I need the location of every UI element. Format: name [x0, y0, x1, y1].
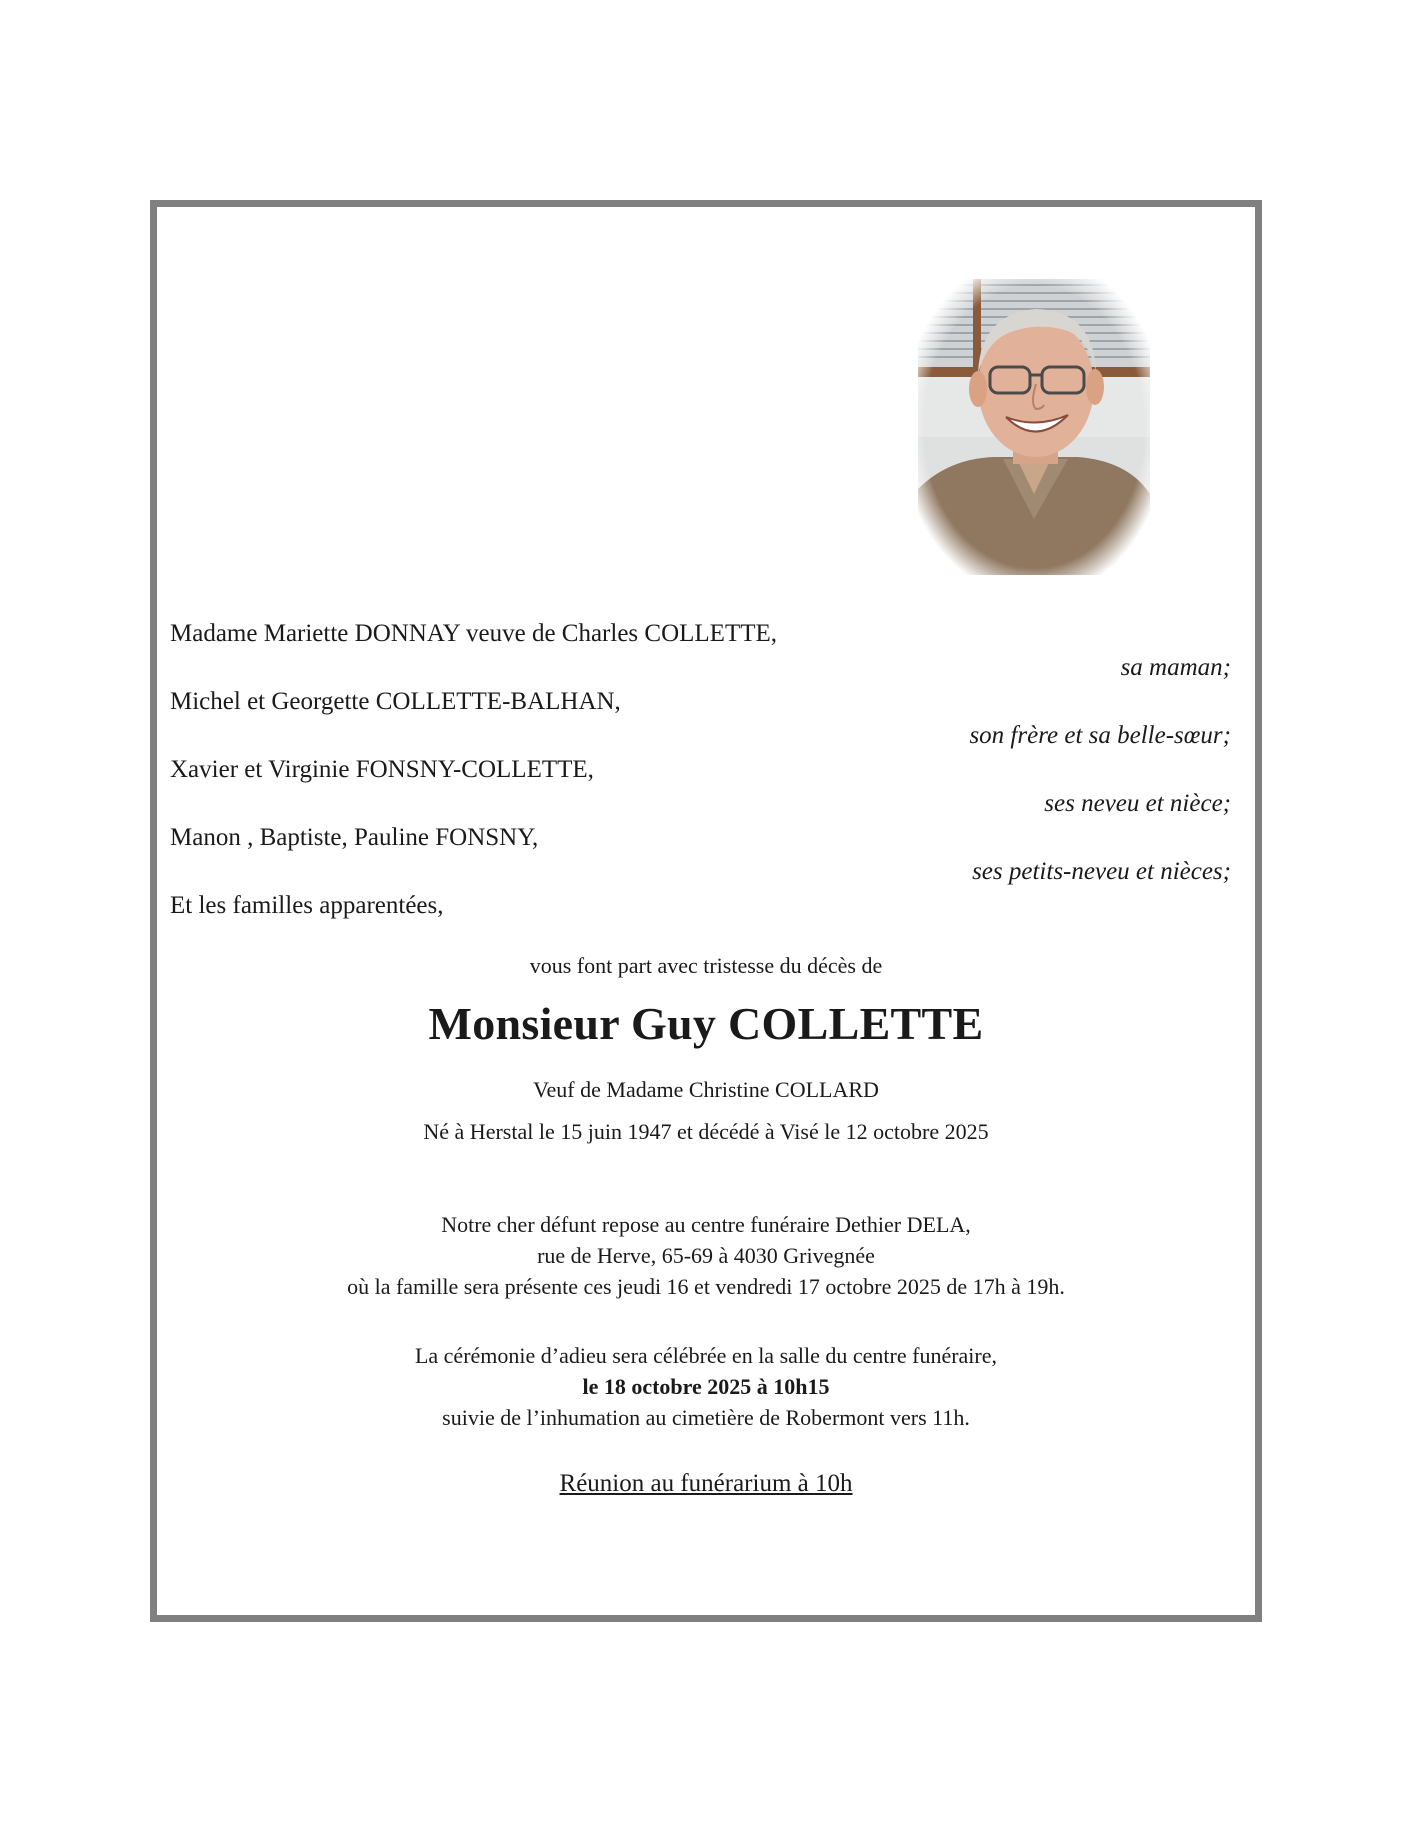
repose-block: [157, 1209, 1255, 1302]
widow-line: Veuf de Madame Christine COLLARD: [533, 1077, 879, 1102]
family-member-name: Michel et Georgette COLLETTE-BALHAN,: [170, 688, 621, 715]
announcement-frame: [150, 200, 1262, 1622]
family-relation: son frère et sa belle-sœur;: [969, 722, 1231, 749]
birth-death-line: Né à Herstal le 15 juin 1947 et décédé à Visé le 12 octobre 2025: [423, 1119, 989, 1144]
ceremony-date: le 18 octobre 2025 à 10h15: [582, 1374, 830, 1399]
family-member-name: Et les familles apparentées,: [170, 892, 444, 919]
family-entry: [170, 753, 1231, 821]
ceremony-line: La cérémonie d’adieu sera célébrée en la salle du centre funéraire,: [414, 1343, 998, 1368]
family-member-name: Manon , Baptiste, Pauline FONSNY,: [170, 824, 539, 851]
announcement-intro: vous font part avec tristesse du décès de: [529, 953, 883, 978]
deceased-name: Monsieur Guy COLLETTE: [428, 998, 984, 1049]
family-entry: [170, 821, 1231, 889]
family-entry: [170, 617, 1231, 685]
family-relation: ses neveu et nièce;: [1044, 790, 1231, 817]
ceremony-line: suivie de l’inhumation au cimetière de Robermont vers 11h.: [442, 1405, 970, 1430]
family-relation: sa maman;: [1120, 654, 1231, 681]
portrait-photo: [918, 279, 1150, 575]
family-entry: [170, 889, 1231, 923]
repose-line: où la famille sera présente ces jeudi 16 et vendredi 17 octobre 2025 de 17h à 19h.: [347, 1274, 1065, 1299]
meeting-notice: Réunion au funérarium à 10h: [559, 1470, 853, 1497]
family-member-name: Madame Mariette DONNAY veuve de Charles COLLETTE,: [170, 620, 778, 647]
ceremony-block: [157, 1340, 1255, 1433]
family-entry: [170, 685, 1231, 753]
family-relation: ses petits-neveu et nièces;: [972, 858, 1231, 885]
family-member-name: Xavier et Virginie FONSNY-COLLETTE,: [170, 756, 594, 783]
family-list: [170, 617, 1231, 923]
repose-line: Notre cher défunt repose au centre funéraire Dethier DELA,: [441, 1212, 971, 1237]
repose-line: rue de Herve, 65-69 à 4030 Grivegnée: [537, 1243, 875, 1268]
